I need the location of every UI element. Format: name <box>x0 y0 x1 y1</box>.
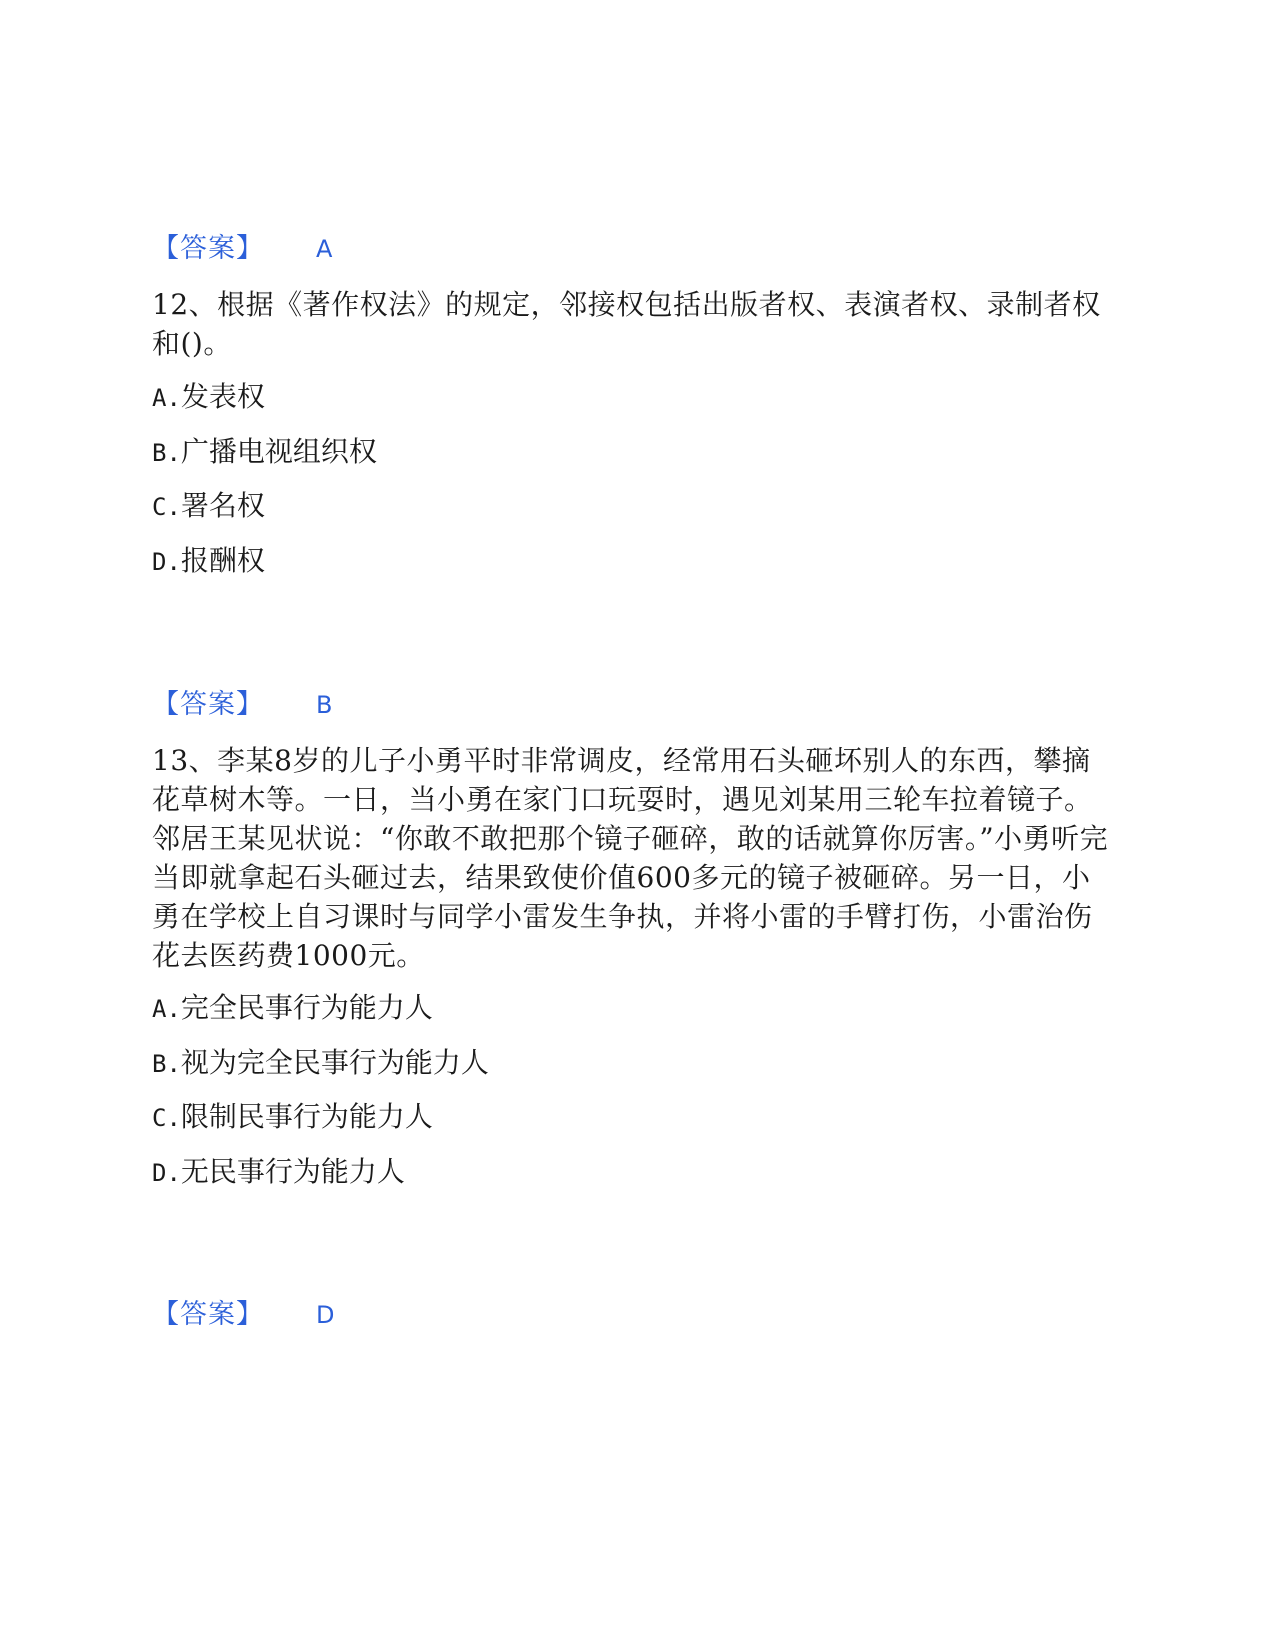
answer-line <box>152 688 332 722</box>
option-item <box>152 1046 489 1081</box>
answer-letter: D <box>316 1301 335 1329</box>
option-key: C. <box>152 1104 181 1132</box>
answer-label: 【答案】 <box>152 689 264 720</box>
option-text: 署名权 <box>180 489 265 522</box>
option-text: 无民事行为能力人 <box>180 1155 405 1188</box>
answer-letter: A <box>316 235 333 263</box>
option-text: 报酬权 <box>180 544 265 577</box>
answer-label: 【答案】 <box>152 1299 264 1330</box>
option-key: C. <box>152 493 181 521</box>
option-text: 视为完全民事行为能力人 <box>180 1046 489 1079</box>
option-item <box>152 991 433 1026</box>
option-key: B. <box>152 439 181 467</box>
answer-line <box>152 1298 334 1332</box>
option-item <box>152 544 265 579</box>
answer-letter: B <box>316 691 333 719</box>
option-key: D. <box>152 548 181 576</box>
answer-line <box>152 232 332 266</box>
option-text: 广播电视组织权 <box>180 435 377 468</box>
question-text: 12、根据《著作权法》的规定，邻接权包括出版者权、表演者权、录制者权和()。 <box>152 288 1101 360</box>
option-key: A. <box>152 384 181 412</box>
option-item <box>152 1100 433 1135</box>
option-item <box>152 435 377 470</box>
option-key: D. <box>152 1159 181 1187</box>
option-text: 完全民事行为能力人 <box>180 991 433 1024</box>
option-item <box>152 489 265 524</box>
option-item <box>152 380 265 415</box>
question-text: 13、李某8岁的儿子小勇平时非常调皮，经常用石头砸坏别人的东西，攀摘花草树木等。一日，当小勇在家门口玩耍时，遇见刘某用三轮车拉着镜子。邻居王某见状说：“你敢不敢把那个镜子砸碎，敢的话就算你厉害。”小勇听完当即就拿起石头砸过去，结果致使价值600多元的镜子被砸碎。另一日，小勇在学校上自习课时与同学小雷发生争执，并将小雷的手臂打伤，小雷治伤花去医药费1000元。 <box>152 744 1109 972</box>
option-text: 限制民事行为能力人 <box>180 1100 433 1133</box>
option-item <box>152 1155 405 1190</box>
answer-label: 【答案】 <box>152 233 264 264</box>
option-text: 发表权 <box>180 380 265 413</box>
option-key: B. <box>152 1050 181 1078</box>
option-key: A. <box>152 995 181 1023</box>
